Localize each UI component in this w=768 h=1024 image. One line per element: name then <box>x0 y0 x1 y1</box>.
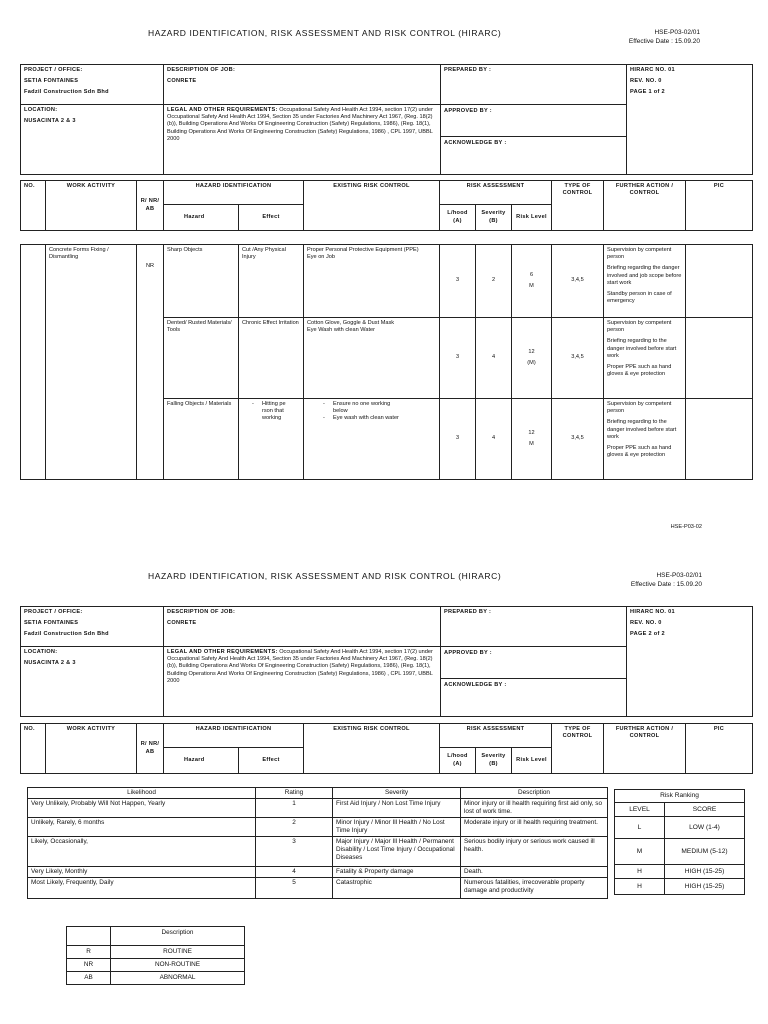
doc-title: HAZARD IDENTIFICATION, RISK ASSESSMENT AND RISK CONTROL (HIRARC) <box>148 28 502 38</box>
control-item: Proper Personal Protective Equipment (PPE) <box>307 247 419 253</box>
hazard-cell: Falling Objects / Materials <box>164 399 239 480</box>
legend-likelihood: Most Likely, Frequently, Daily <box>28 878 256 899</box>
further-item: Briefing regarding to the danger involved before start work <box>607 338 677 359</box>
risk-ranking-header: LEVEL <box>615 803 665 817</box>
table-row <box>67 972 245 985</box>
control-cell <box>304 245 440 318</box>
approval-cell <box>441 647 627 717</box>
control-item: Eye Wash with clean Water <box>307 327 375 334</box>
table-row <box>28 837 608 867</box>
table-row <box>67 946 245 959</box>
legend-description: Numerous fatalities, irrecoverable property damage and productivity <box>461 878 608 899</box>
table-row <box>28 867 608 878</box>
hazard-cell: Sharp Objects <box>164 245 239 318</box>
footer-code: HSE-P03-02 <box>670 524 702 530</box>
job-label: DESCRIPTION OF JOB: <box>167 609 236 615</box>
description-codes-table <box>66 926 245 985</box>
risk-score: 6 <box>529 271 534 278</box>
job-label: DESCRIPTION OF JOB: <box>167 67 236 73</box>
col-hazard-identification: HAZARD IDENTIFICATION <box>164 724 304 748</box>
prepared-by: PREPARED BY : <box>444 609 492 615</box>
further-item: Supervision by competent person <box>607 247 672 261</box>
further-item: Briefing regarding the danger involved and job scope before start work <box>607 265 682 286</box>
col-r-nr-ab: R/ NR/ AB <box>137 181 164 231</box>
legend-likelihood: Unlikely, Rarely, 6 months <box>28 818 256 837</box>
desc-code: NR <box>67 959 111 972</box>
table-row <box>615 879 745 895</box>
project-label: PROJECT / OFFICE: <box>24 67 83 73</box>
legend-description: Serious bodily injury or serious work caused ill health. <box>461 837 608 867</box>
control-cell <box>304 318 440 399</box>
job-cell <box>164 607 441 647</box>
col-hazard: Hazard <box>164 748 239 774</box>
col-hazard: Hazard <box>164 205 239 231</box>
prepared-cell <box>441 65 627 105</box>
legend-likelihood: Likely, Occasionally, <box>28 837 256 867</box>
col-r-nr-ab: R/ NR/ AB <box>137 724 164 774</box>
risk-level: L <box>615 817 665 839</box>
legal-text: Occupational Safety And Health Act 1994, section 17(2) under Occupational Safety And Health Act 1994, Section 35 under Factories And Machinery Act 1967, (Reg. 18(2)(b)), Building Operations And Works Of Engineering Construction (Safety) Regulations, 1986), (Reg. 18(1), Building Operations And Works Of Engineering Construction (Safety) Regulations, 1986) , CPL 1997, UBBL 2000 <box>167 649 433 684</box>
hazard-cell: Dented/ Rusted Materials/ Tools <box>164 318 239 399</box>
col-work-activity: WORK ACTIVITY <box>46 181 137 231</box>
prepared-cell <box>441 607 627 647</box>
risk-level-cell <box>512 245 552 318</box>
col-no: NO. <box>21 724 46 774</box>
approval-cell <box>441 105 627 175</box>
legend-header: Description <box>461 788 608 799</box>
acknowledge-by: ACKNOWLEDGE BY : <box>444 682 507 688</box>
effect-cell: Cut /Any Physical Injury <box>239 245 304 318</box>
col-further-action: FURTHER ACTION / CONTROL <box>604 724 686 774</box>
legend-severity: First Aid Injury / Non Lost Time Injury <box>333 799 461 818</box>
company-name: Fadzil Construction Sdn Bhd <box>24 89 109 96</box>
page-number: PAGE 2 of 2 <box>630 631 665 638</box>
project-cell <box>21 607 164 647</box>
desc-header-blank <box>67 927 111 946</box>
likelihood-severity-legend <box>27 787 608 899</box>
approved-by: APPROVED BY : <box>444 108 492 114</box>
risk-level: M <box>615 839 665 865</box>
project-name: SETIA FONTAINES <box>24 620 79 627</box>
col-severity: Severity (B) <box>476 205 512 231</box>
rev-no: REV. NO. 0 <box>630 620 662 627</box>
hirarc-no: HIRARC NO. 01 <box>630 67 675 73</box>
legend-rating: 3 <box>256 837 333 867</box>
project-name: SETIA FONTAINES <box>24 78 79 85</box>
col-severity: Severity (B) <box>476 748 512 774</box>
legend-likelihood: Very Unlikely, Probably Will Not Happen, Yearly <box>28 799 256 818</box>
col-risk-assessment: RISK ASSESSMENT <box>440 724 552 748</box>
col-type-of-control: TYPE OF CONTROL <box>552 181 604 231</box>
further-item: Supervision by competent person <box>607 320 672 334</box>
doc-reference <box>629 28 700 46</box>
table-row <box>67 959 245 972</box>
col-type-of-control: TYPE OF CONTROL <box>552 724 604 774</box>
risk-level: H <box>615 879 665 895</box>
bullet-dash: - <box>323 401 325 407</box>
legend-rating: 2 <box>256 818 333 837</box>
col-risk-level: Risk Level <box>512 205 552 231</box>
risk-class: M <box>529 283 534 289</box>
further-action-cell <box>604 245 686 318</box>
location-cell <box>21 105 164 175</box>
legal-label: LEGAL AND OTHER REQUIREMENTS: <box>167 107 278 113</box>
col-hazard-identification: HAZARD IDENTIFICATION <box>164 181 304 205</box>
header-table <box>20 606 753 717</box>
severity-cell: 2 <box>476 245 512 318</box>
legend-rating: 4 <box>256 867 333 878</box>
effective-date: Effective Date : 15.09.20 <box>628 38 700 45</box>
pic-cell <box>686 245 753 318</box>
control-item: Eye on Job <box>307 254 335 261</box>
pic-cell <box>686 399 753 480</box>
legal-text: Occupational Safety And Health Act 1994, section 17(2) under Occupational Safety And Health Act 1994, Section 35 under Factories And Machinery Act 1967, (Reg. 18(2)(b)), Building Operations And Works Of Engineering Construction (Safety) Regulations, 1986), (Reg. 18(1), Building Operations And Works Of Engineering Construction (Safety) Regulations, 1986) , CPL 1997, UBBL 2000 <box>167 107 433 142</box>
project-cell <box>21 65 164 105</box>
desc-meaning: NON-ROUTINE <box>111 959 245 972</box>
severity-cell: 4 <box>476 318 512 399</box>
legend-severity: Catastrophic <box>333 878 461 899</box>
desc-code: AB <box>67 972 111 985</box>
further-item: Standby person in case of emergency <box>607 291 672 305</box>
risk-ranking-header: SCORE <box>665 803 745 817</box>
risk-level-cell <box>512 399 552 480</box>
job-value: CONRETE <box>167 78 197 85</box>
legend-header: Rating <box>256 788 333 799</box>
location-value: NUSACINTA 2 & 3 <box>24 660 76 667</box>
type-of-control-cell: 3,4,5 <box>552 245 604 318</box>
hirarc-info-cell <box>627 65 753 175</box>
table-row <box>615 839 745 865</box>
hirarc-no: HIRARC NO. 01 <box>630 609 675 615</box>
risk-score-range: HIGH (15-25) <box>665 865 745 879</box>
col-pic: PIC <box>686 724 753 774</box>
risk-class: M <box>529 441 534 447</box>
effect-cell: Chronic Effect Irritation <box>239 318 304 399</box>
page-number: PAGE 1 of 2 <box>630 89 665 96</box>
col-further-action: FURTHER ACTION / CONTROL <box>604 181 686 231</box>
control-item: Eye wash with clean water <box>333 415 399 422</box>
table-row <box>615 817 745 839</box>
further-item: Proper PPE such as hand gloves & eye protection <box>607 445 672 459</box>
work-activity-cell: Concrete Forms Fixing / Dismantling <box>46 245 137 480</box>
legend-rating: 1 <box>256 799 333 818</box>
effective-date: Effective Date : 15.09.20 <box>630 581 702 588</box>
col-work-activity: WORK ACTIVITY <box>46 724 137 774</box>
bullet-dash: - <box>323 415 325 422</box>
severity-cell: 4 <box>476 399 512 480</box>
column-header-table <box>20 180 753 231</box>
location-label: LOCATION: <box>24 107 58 113</box>
doc-code: HSE-P03-02/01 <box>654 29 700 36</box>
job-value: CONRETE <box>167 620 197 627</box>
legend-header: Likelihood <box>28 788 256 799</box>
desc-header: Description <box>111 927 245 946</box>
doc-reference <box>631 571 702 589</box>
likelihood-cell: 3 <box>440 399 476 480</box>
col-no: NO. <box>21 181 46 231</box>
further-item: Briefing regarding to the danger involved before start work <box>607 419 677 440</box>
col-likelihood: L/hood (A) <box>440 205 476 231</box>
legend-severity: Fatality & Property damage <box>333 867 461 878</box>
table-row <box>28 799 608 818</box>
col-risk-level: Risk Level <box>512 748 552 774</box>
header-table <box>20 64 753 175</box>
hazard-body-table <box>20 244 753 480</box>
col-effect: Effect <box>239 748 304 774</box>
project-label: PROJECT / OFFICE: <box>24 609 83 615</box>
legal-cell <box>164 105 441 175</box>
approved-by: APPROVED BY : <box>444 650 492 656</box>
col-existing-control: EXISTING RISK CONTROL <box>304 724 440 774</box>
risk-score: 12 <box>528 348 535 355</box>
legend-severity: Minor Injury / Minor Ill Health / No Lost Time Injury <box>333 818 461 837</box>
likelihood-cell: 3 <box>440 318 476 399</box>
legend-description: Moderate injury or ill health requiring treatment. <box>461 818 608 837</box>
effect-cell <box>239 399 304 480</box>
type-of-control-cell: 3,4,5 <box>552 399 604 480</box>
column-header-table <box>20 723 753 774</box>
desc-code: R <box>67 946 111 959</box>
col-likelihood: L/hood (A) <box>440 748 476 774</box>
activity-type-cell: NR <box>137 245 164 480</box>
legend-likelihood: Very Likely, Monthly <box>28 867 256 878</box>
location-value: NUSACINTA 2 & 3 <box>24 118 76 125</box>
control-item: Ensure no one working below <box>333 401 391 415</box>
table-row <box>21 245 753 318</box>
legend-severity: Major Injury / Major Ill Health / Permanent Disability / Lost Time Injury / Occupational Diseases <box>333 837 461 867</box>
table-row <box>615 865 745 879</box>
desc-meaning: ROUTINE <box>111 946 245 959</box>
location-cell <box>21 647 164 717</box>
further-item: Proper PPE such as hand gloves & eye protection <box>607 364 672 378</box>
col-effect: Effect <box>239 205 304 231</box>
rev-no: REV. NO. 0 <box>630 78 662 85</box>
table-row <box>28 818 608 837</box>
further-item: Supervision by competent person <box>607 401 672 415</box>
risk-level: H <box>615 865 665 879</box>
legend-description: Minor injury or ill health requiring first aid only, so lost of work time. <box>461 799 608 818</box>
control-cell <box>304 399 440 480</box>
control-item: Cotton Glove, Goggle & Dust Mask <box>307 320 395 326</box>
company-name: Fadzil Construction Sdn Bhd <box>24 631 109 638</box>
risk-score-range: MEDIUM (5-12) <box>665 839 745 865</box>
bullet-dash: - <box>252 401 254 407</box>
type-of-control-cell: 3,4,5 <box>552 318 604 399</box>
legend-rating: 5 <box>256 878 333 899</box>
acknowledge-by: ACKNOWLEDGE BY : <box>444 140 507 146</box>
likelihood-cell: 3 <box>440 245 476 318</box>
desc-meaning: ABNORMAL <box>111 972 245 985</box>
risk-ranking-table <box>614 789 745 895</box>
risk-score: 12 <box>528 429 535 436</box>
location-label: LOCATION: <box>24 649 58 655</box>
effect-text: Hitting person that working <box>262 401 286 422</box>
col-pic: PIC <box>686 181 753 231</box>
doc-title: HAZARD IDENTIFICATION, RISK ASSESSMENT AND RISK CONTROL (HIRARC) <box>148 571 502 581</box>
doc-code: HSE-P03-02/01 <box>656 572 702 579</box>
legend-description: Death. <box>461 867 608 878</box>
further-action-cell <box>604 399 686 480</box>
risk-class: (M) <box>527 360 536 366</box>
job-cell <box>164 65 441 105</box>
pic-cell <box>686 318 753 399</box>
further-action-cell <box>604 318 686 399</box>
hirarc-info-cell <box>627 607 753 717</box>
prepared-by: PREPARED BY : <box>444 67 492 73</box>
risk-score-range: HIGH (15-25) <box>665 879 745 895</box>
row-no-cell <box>21 245 46 480</box>
risk-ranking-title: Risk Ranking <box>615 790 745 803</box>
legend-header: Severity <box>333 788 461 799</box>
col-risk-assessment: RISK ASSESSMENT <box>440 181 552 205</box>
legal-cell <box>164 647 441 717</box>
risk-level-cell <box>512 318 552 399</box>
table-row <box>28 878 608 899</box>
risk-score-range: LOW (1-4) <box>665 817 745 839</box>
col-existing-control: EXISTING RISK CONTROL <box>304 181 440 231</box>
legal-label: LEGAL AND OTHER REQUIREMENTS: <box>167 649 278 655</box>
